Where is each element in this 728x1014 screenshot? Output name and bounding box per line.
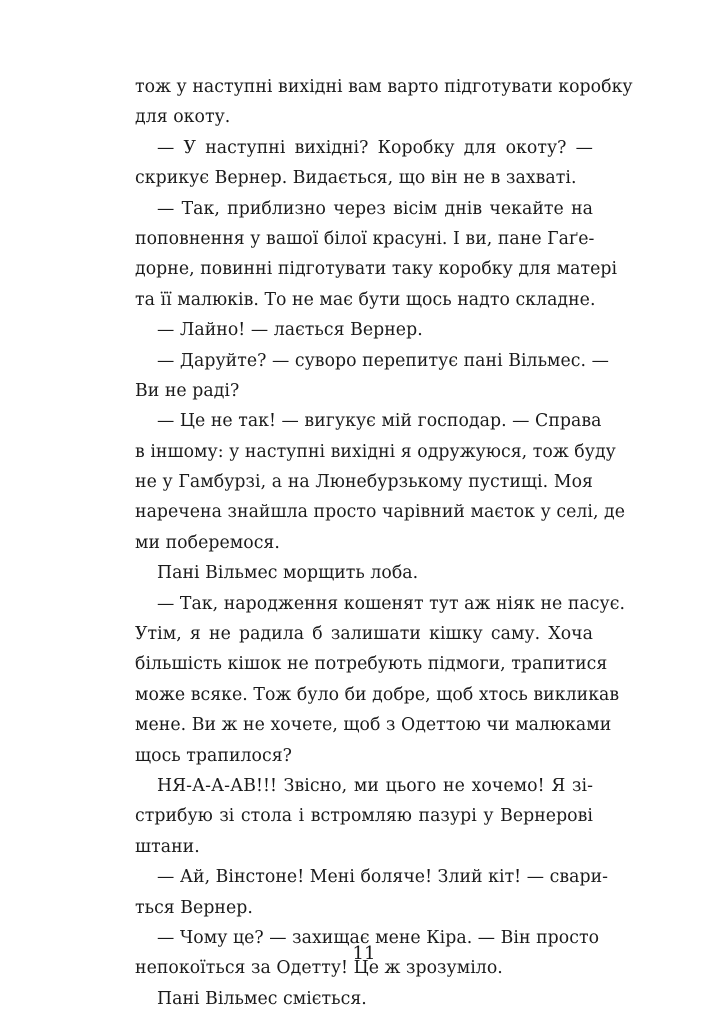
text-line-17: Пані Вільмес морщить лоба. [157,563,419,584]
text-line-10: — Даруйте? — суворо перепитує пані Вільмес. — [157,350,609,371]
text-line-13: в іншому: у наступні вихідні я одружуюся, тож буду [135,441,616,462]
text-line-15: наречена знайшла просто чарівний маєток у селі, де [135,502,626,523]
page-body [135,72,633,1014]
text-line-28: ться Вернер. [135,897,253,918]
text-line-29: — Чому це? — захищає мене Кіра. — Він просто [157,927,600,948]
text-line-1: тож у наступні вихідні вам варто підготувати коробку [135,77,633,97]
text-line-22: мене. Ви ж не хочете, щоб з Одеттою чи малюками [135,715,612,736]
text-line-8: та її малюків. То не має бути щось надто складне. [135,289,596,310]
page-number: 11 [352,943,376,964]
text-line-11: Ви не раді? [135,380,240,401]
text-line-9: — Лайно! — лається Вернер. [157,320,423,341]
text-line-2: для окоту. [135,107,231,128]
text-line-24: НЯ-А-А-АВ!!! Звісно, ми цього не хочемо! Я зі- [157,775,593,796]
text-line-26: штани. [135,836,200,857]
text-line-6: поповнення у вашої білої красуні. І ви, пане Гаґе- [135,228,595,249]
text-line-4: скрикує Вернер. Видається, що він не в захваті. [135,168,577,189]
text-line-23: щось трапилося? [135,745,292,766]
text-line-5: — Так, приблизно через вісім днів чекайте на [157,198,593,219]
text-line-20: більшість кішок не потребують підмоги, трапитися [135,654,608,675]
text-line-31: Пані Вільмес сміється. [157,988,367,1009]
text-line-3: — У наступні вихідні? Коробку для окоту? — [157,137,593,158]
text-line-14: не у Гамбурзі, а на Люнебурзькому пустищі. Моя [135,472,593,493]
text-line-18: — Так, народження кошенят тут аж ніяк не пасує. [157,593,625,614]
text-line-7: дорне, повинні підготувати таку коробку для матері [135,259,618,280]
text-line-16: ми поберемося. [135,532,280,553]
text-line-25: стрибую зі стола і встромляю пазурі у Вернерові [135,806,593,827]
text-line-12: — Це не так! — вигукує мій господар. — Справа [157,411,602,432]
text-line-21: може всяке. Тож було би добре, щоб хтось викликав [135,684,620,705]
text-line-30: непокоїться за Одетту! Це ж зрозуміло. [135,958,503,979]
text-line-19: Утім, я не радила б залишати кішку саму. Хоча [135,624,593,645]
text-line-27: — Ай, Вінстоне! Мені боляче! Злий кіт! — свари- [157,867,609,888]
